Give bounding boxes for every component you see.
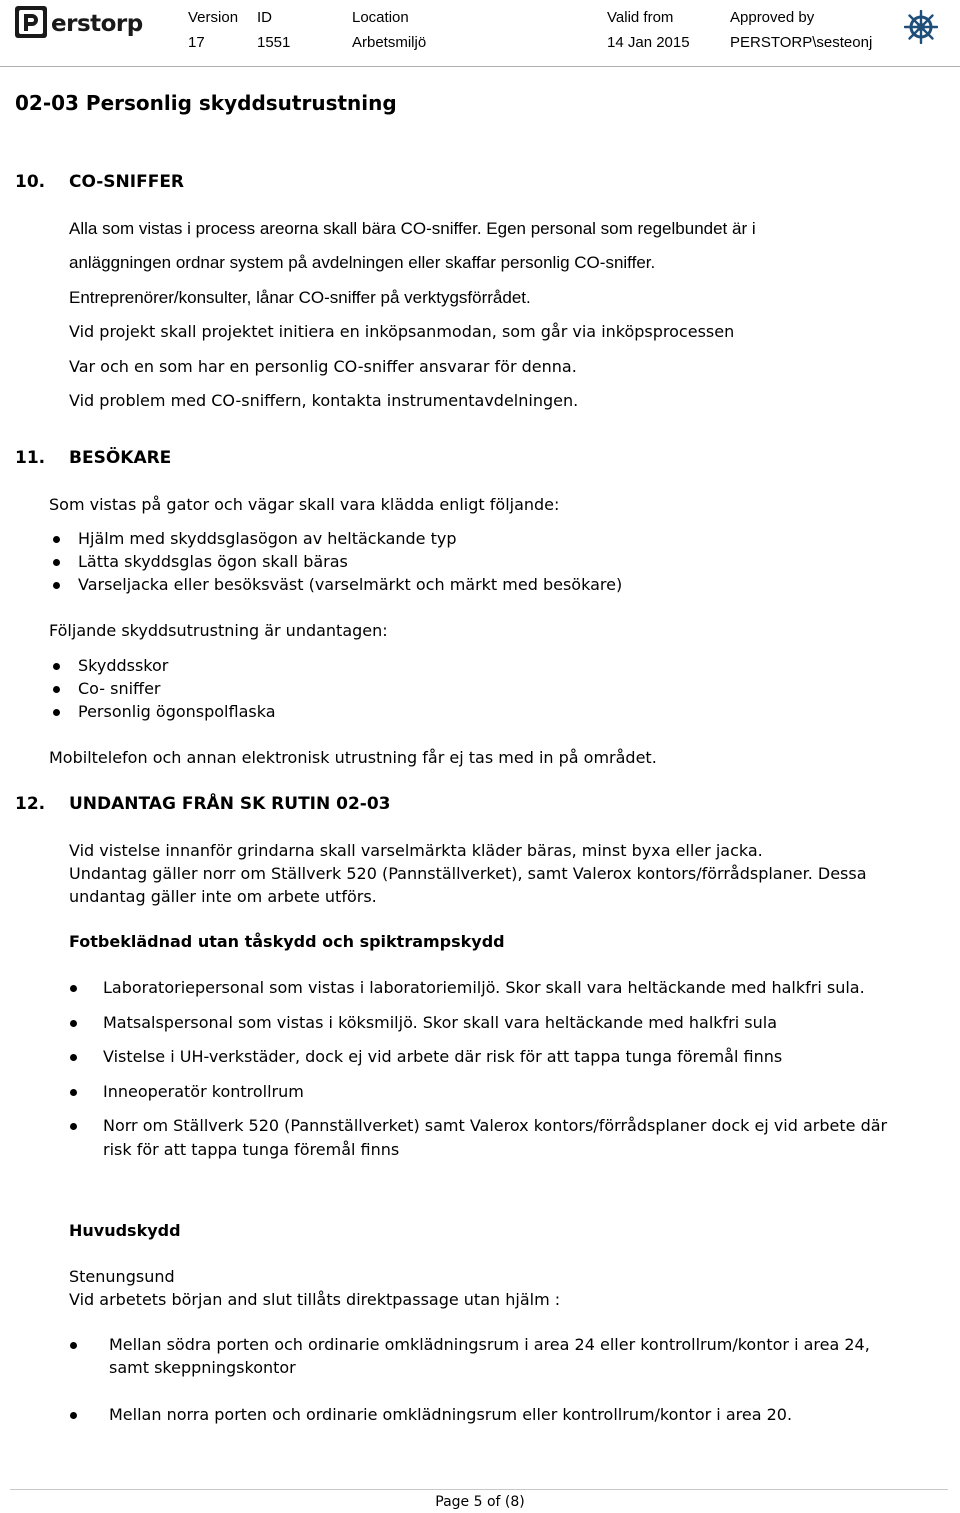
header-location-label: Location (352, 9, 409, 26)
header-approved-by-label: Approved by (730, 9, 815, 26)
bullet-icon (70, 1089, 77, 1096)
list-item: Lätta skyddsglas ögon skall bäras (78, 552, 348, 571)
section-10-line: Var och en som har en personlig CO-sniffer ansvarar för denna. (69, 357, 577, 376)
section-10-line: Vid problem med CO-sniffern, kontakta instrumentavdelningen. (69, 391, 579, 410)
list-item-continuation: risk för att tappa tunga föremål finns (103, 1140, 400, 1159)
section-10-line: Alla som vistas i process areorna skall bära CO-sniffer. Egen personal som regelbundet är i (69, 219, 756, 238)
section-10-line: Vid projekt skall projektet initiera en inköpsanmodan, som går via inköpsprocessen (69, 322, 735, 341)
list-item: Vistelse i UH-verkstäder, dock ej vid arbete där risk för att tappa tunga föremål finns (103, 1047, 783, 1066)
header-id-value: 1551 (257, 34, 291, 51)
section-12-title: UNDANTAG FRÅN SK RUTIN 02-03 (69, 794, 391, 814)
header-valid-from-value: 14 Jan 2015 (607, 34, 690, 51)
bullet-icon (70, 1123, 77, 1130)
list-item: Varseljacka eller besöksväst (varselmärkt och märkt med besökare) (78, 575, 623, 594)
section-12-para-line: Vid vistelse innanför grindarna skall varselmärkta kläder bäras, minst byxa eller jacka. (69, 841, 763, 860)
bullet-icon (53, 559, 60, 566)
section-11-note: Mobiltelefon och annan elektronisk utrustning får ej tas med in på området. (49, 748, 657, 767)
document-title: 02-03 Personlig skyddsutrustning (15, 91, 397, 115)
bullet-icon (53, 582, 60, 589)
header-approved-by-value: PERSTORP\sesteonj (730, 34, 873, 51)
header-version-label: Version (188, 9, 239, 26)
bullet-icon (70, 1412, 77, 1419)
head-protection-heading: Huvudskydd (69, 1221, 181, 1240)
header-id-label: ID (257, 9, 272, 26)
section-10-line: Entreprenörer/konsulter, lånar CO-sniffer på verktygsförrådet. (69, 288, 531, 307)
section-12-para-line: undantag gäller inte om arbete utförs. (69, 887, 377, 906)
section-11-exceptions-intro: Följande skyddsutrustning är undantagen: (49, 621, 388, 640)
section-10-number: 10. (15, 172, 46, 192)
section-12-para-line: Undantag gäller norr om Ställverk 520 (Pannställverket), samt Valerox kontors/förrådsplaner. Dessa (69, 864, 867, 883)
list-item: Hjälm med skyddsglasögon av heltäckande typ (78, 529, 457, 548)
bullet-icon (70, 1020, 77, 1027)
list-item: Laboratoriepersonal som vistas i laboratoriemiljö. Skor skall vara heltäckande med halkfri sula. (103, 978, 865, 997)
head-protection-intro: Vid arbetets början and slut tillåts direktpassage utan hjälm : (69, 1290, 561, 1309)
header-location-value: Arbetsmiljö (352, 34, 427, 51)
section-10-line: anläggningen ordnar system på avdelningen eller skaffar personlig CO-sniffer. (69, 253, 656, 272)
perstorp-logo (14, 4, 156, 40)
bullet-icon (70, 1054, 77, 1061)
list-item: Norr om Ställverk 520 (Pannställverket) samt Valerox kontors/förrådsplaner dock ej vid arbete där (103, 1116, 888, 1135)
section-11-intro: Som vistas på gator och vägar skall vara klädda enligt följande: (49, 495, 560, 514)
list-item-continuation: samt skeppningskontor (109, 1358, 296, 1377)
list-item: Matsalspersonal som vistas i köksmiljö. Skor skall vara heltäckande med halkfri sula (103, 1013, 778, 1032)
bullet-icon (53, 663, 60, 670)
bullet-icon (70, 1342, 77, 1349)
list-item: Personlig ögonspolflaska (78, 702, 276, 721)
section-11-title: BESÖKARE (69, 448, 172, 468)
list-item: Co- sniffer (78, 679, 161, 698)
section-12-number: 12. (15, 794, 46, 814)
list-item: Mellan norra porten och ordinarie omklädningsrum eller kontrollrum/kontor i area 20. (109, 1405, 793, 1424)
header-divider (0, 66, 960, 67)
svg-text:erstorp: erstorp (51, 11, 143, 37)
list-item: Skyddsskor (78, 656, 169, 675)
footer-divider (10, 1489, 948, 1490)
page-number: Page 5 of (8) (435, 1494, 525, 1510)
bullet-icon (53, 536, 60, 543)
section-10-title: CO-SNIFFER (69, 172, 185, 192)
footwear-heading: Fotbeklädnad utan tåskydd och spiktrampskydd (69, 932, 505, 951)
bullet-icon (70, 985, 77, 992)
list-item: Inneoperatör kontrollrum (103, 1082, 304, 1101)
header-valid-from-label: Valid from (607, 9, 674, 26)
bullet-icon (53, 709, 60, 716)
bullet-icon (53, 686, 60, 693)
header-version-value: 17 (188, 34, 205, 51)
location-label: Stenungsund (69, 1267, 175, 1286)
section-11-number: 11. (15, 448, 46, 468)
list-item: Mellan södra porten och ordinarie omklädningsrum i area 24 eller kontrollrum/kontor i area 24, (109, 1335, 870, 1354)
ship-wheel-icon (904, 10, 938, 44)
